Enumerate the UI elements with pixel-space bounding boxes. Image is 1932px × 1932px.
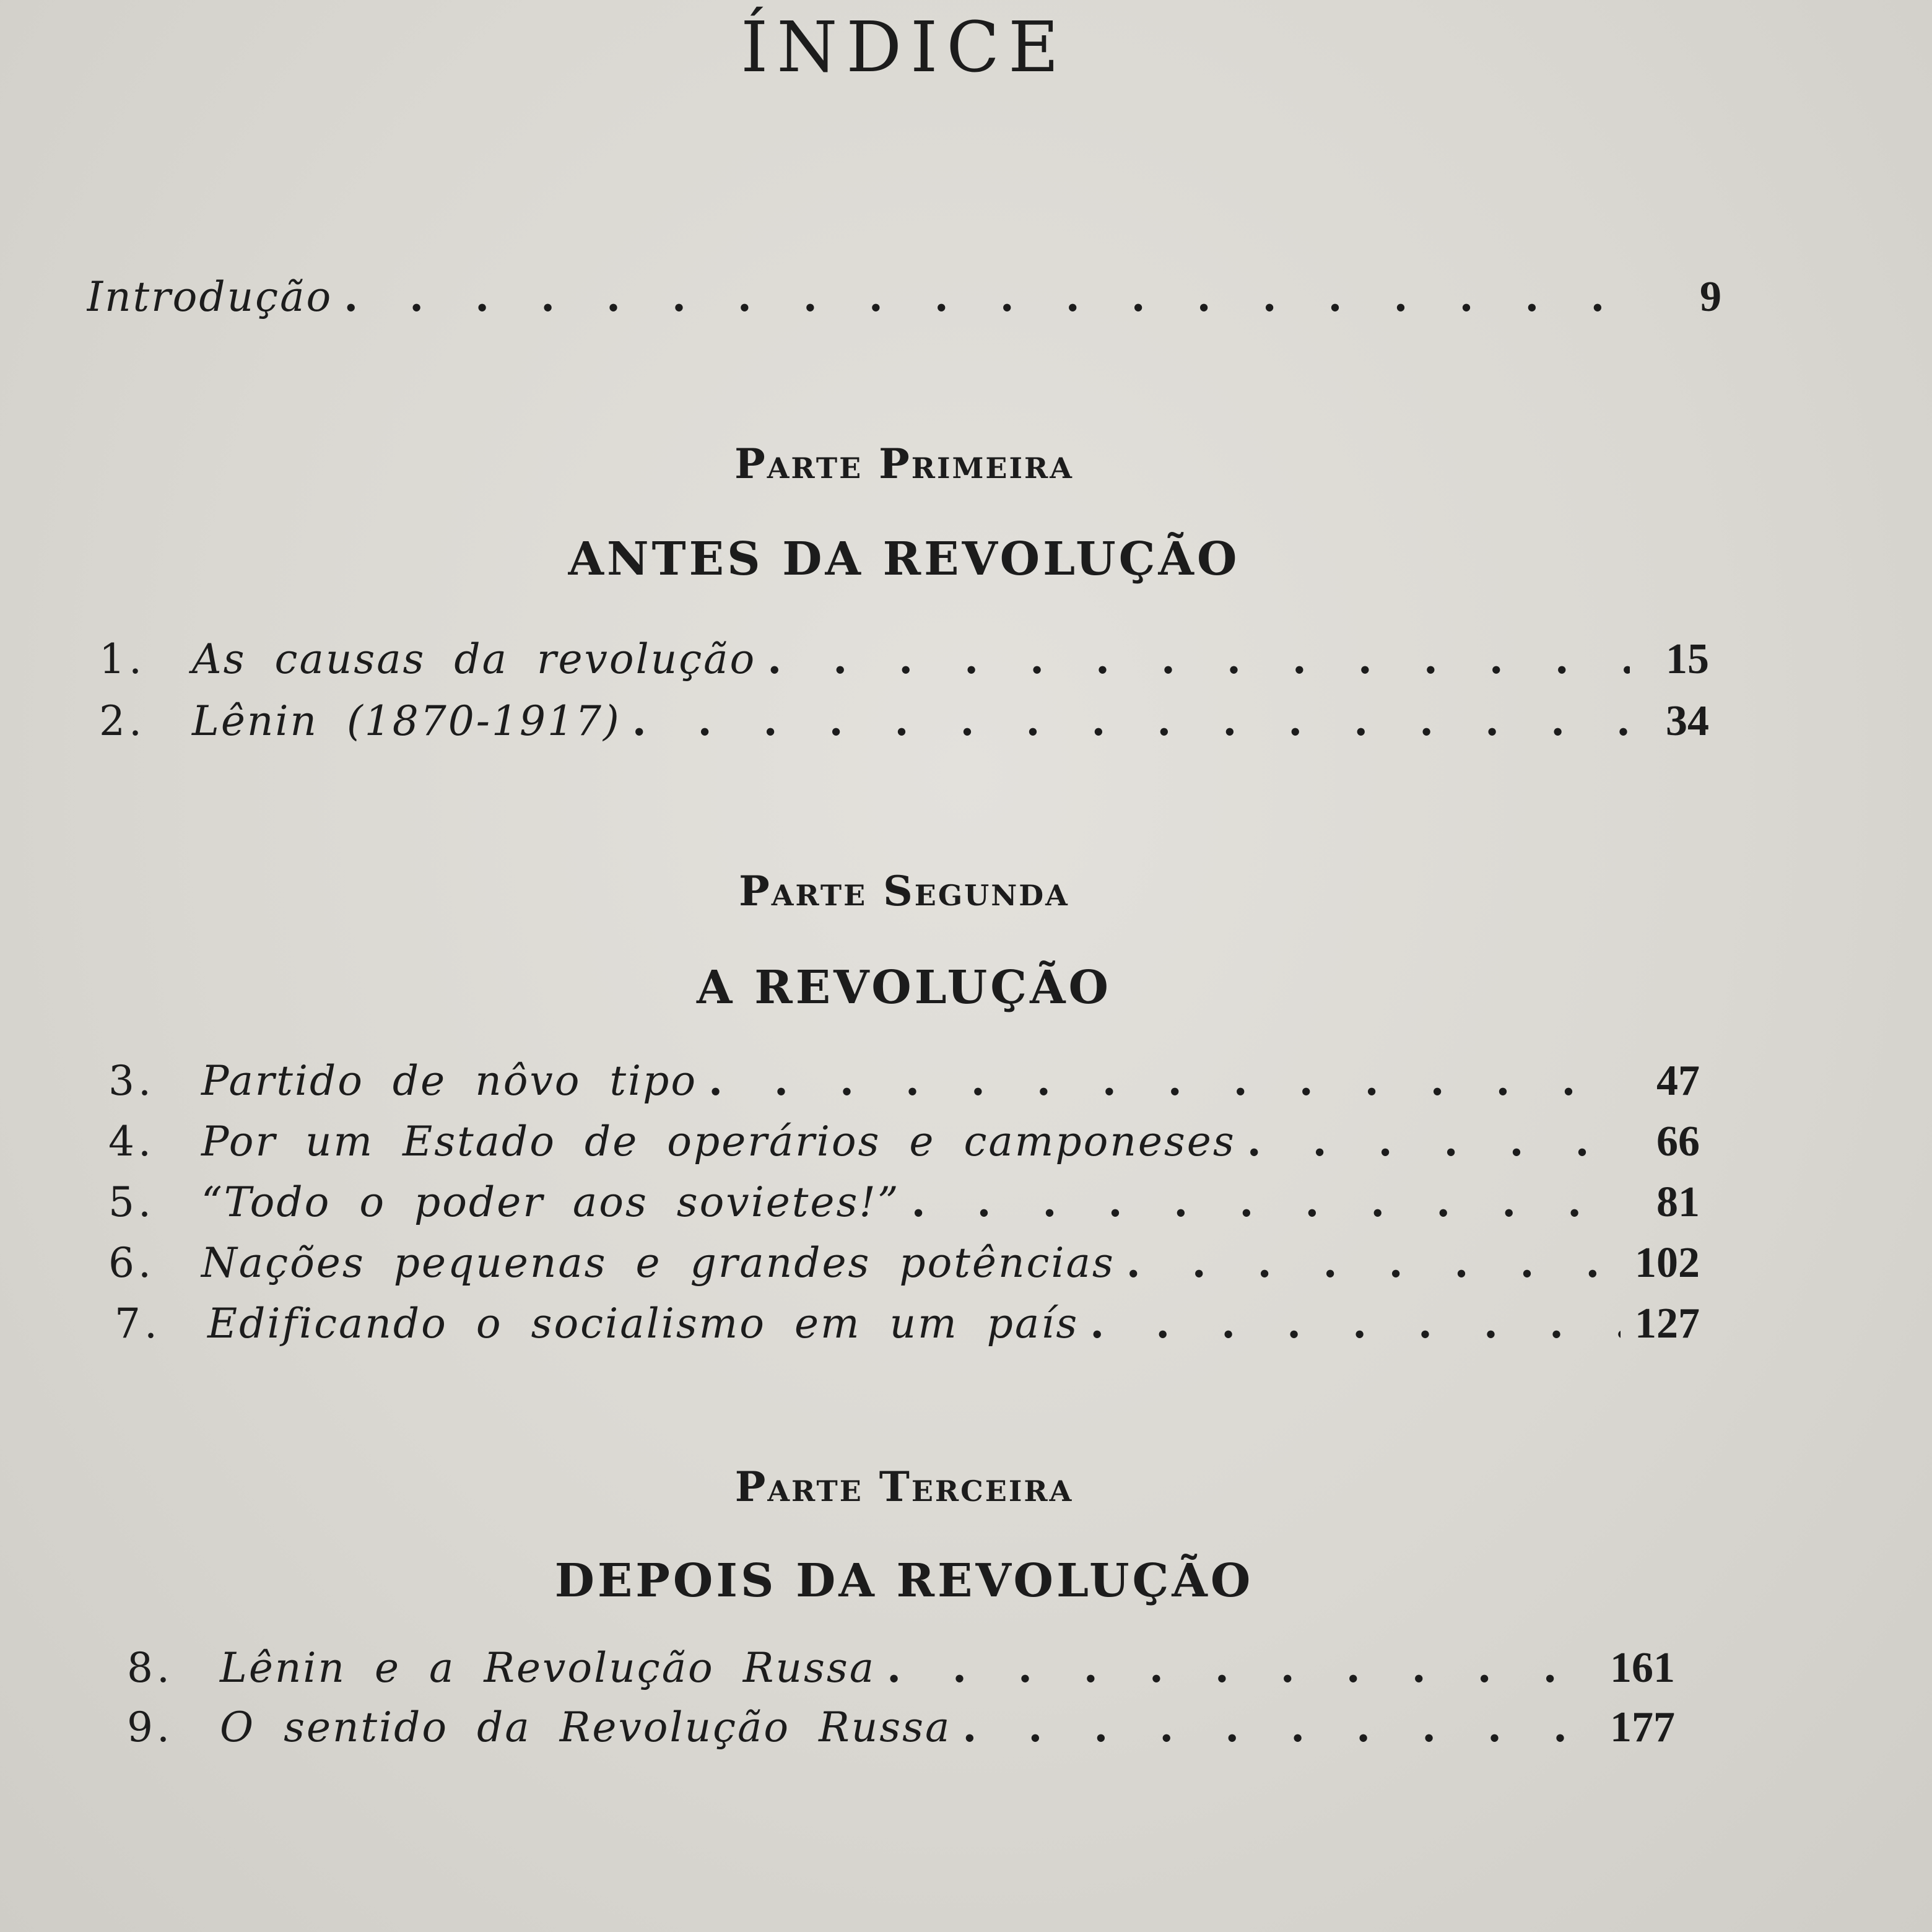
dot-leader: [1247, 1117, 1621, 1165]
toc-entry-title: Lênin (1870-1917): [192, 697, 621, 745]
toc-entry-number: 7.: [115, 1300, 161, 1347]
toc-entry-page: 81: [1656, 1178, 1700, 1226]
dot-leader: [1126, 1238, 1621, 1287]
part-label: Parte Terceira: [734, 1463, 1074, 1511]
toc-entry-number: 3.: [108, 1057, 155, 1105]
toc-entry: [127, 1643, 1675, 1699]
toc-entry-title: Nações pequenas e grandes potências: [201, 1239, 1115, 1287]
part-label: Parte Primeira: [734, 440, 1074, 488]
toc-entry-page: 15: [1666, 635, 1709, 683]
toc-entry: [108, 1238, 1700, 1294]
toc-entry-introduction: [87, 272, 1721, 328]
toc-entry-title: Por um Estado de operários e camponeses: [201, 1118, 1236, 1165]
toc-entry-title: Lênin e a Revolução Russa: [220, 1644, 876, 1692]
toc-entry-title: O sentido da Revolução Russa: [220, 1704, 952, 1751]
toc-entry-page: 102: [1635, 1239, 1700, 1287]
toc-entry: [108, 1178, 1700, 1234]
toc-entry: [99, 635, 1709, 690]
toc-entry-page: 66: [1656, 1118, 1700, 1165]
toc-entry: [108, 1056, 1700, 1112]
toc-entry-page: 9: [1700, 273, 1721, 321]
toc-entry-number: 9.: [127, 1704, 173, 1751]
dot-leader: [1090, 1299, 1621, 1347]
page-title: ÍNDICE: [741, 7, 1068, 88]
dot-leader: [344, 272, 1642, 321]
part-title: A REVOLUÇÃO: [697, 961, 1112, 1014]
dot-leader: [887, 1643, 1596, 1692]
toc-entry-number: 5.: [108, 1178, 155, 1226]
dot-leader: [767, 635, 1630, 683]
dot-leader: [962, 1703, 1596, 1751]
toc-entry-title: Introdução: [87, 273, 333, 321]
toc-entry-title: Partido de nôvo tipo: [201, 1057, 698, 1105]
toc-entry-title: “Todo o poder aos sovietes!”: [201, 1178, 900, 1226]
toc-entry: [127, 1703, 1675, 1759]
toc-entry-page: 127: [1635, 1300, 1700, 1347]
toc-entry-title: As causas da revolução: [192, 635, 757, 683]
toc-entry-number: 1.: [99, 635, 146, 683]
toc-entry: [115, 1299, 1700, 1355]
toc-entry-number: 2.: [99, 697, 146, 745]
toc-entry-page: 34: [1666, 697, 1709, 745]
part-label: Parte Segunda: [739, 867, 1069, 915]
toc-entry-title: Edificando o socialismo em um país: [207, 1300, 1079, 1347]
toc-entry-number: 4.: [108, 1118, 155, 1165]
part-title: DEPOIS DA REVOLUÇÃO: [554, 1554, 1254, 1608]
dot-leader: [708, 1056, 1621, 1105]
toc-entry-number: 6.: [108, 1239, 155, 1287]
dot-leader: [632, 697, 1630, 745]
toc-entry-page: 161: [1610, 1644, 1675, 1692]
dot-leader: [912, 1178, 1621, 1226]
toc-entry-number: 8.: [127, 1644, 173, 1692]
part-title: ANTES DA REVOLUÇÃO: [568, 533, 1240, 586]
toc-entry-page: 47: [1656, 1057, 1700, 1105]
toc-entry: [99, 697, 1709, 752]
toc-entry: [108, 1117, 1700, 1173]
toc-entry-page: 177: [1610, 1704, 1675, 1751]
